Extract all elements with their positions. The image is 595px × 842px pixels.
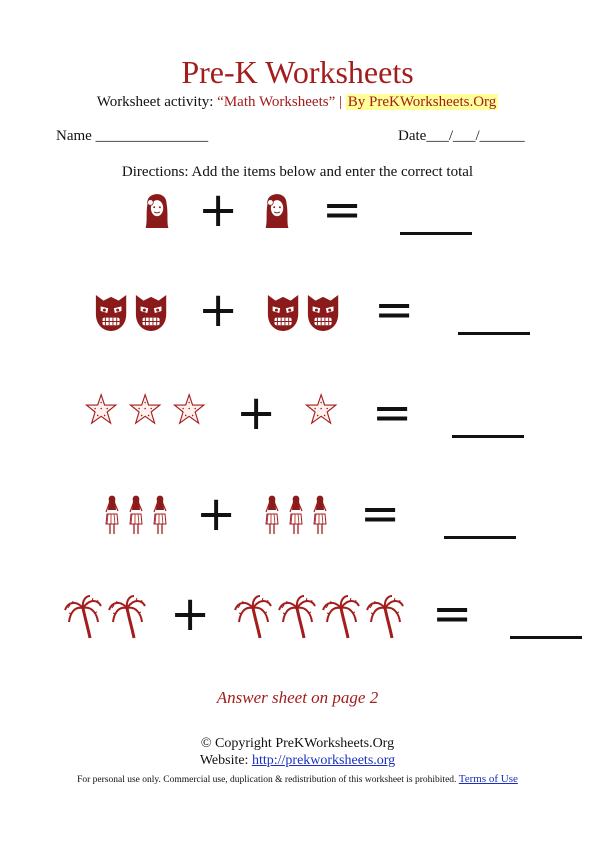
starfish-icon [304, 393, 340, 431]
terms-of-use-link[interactable]: Terms of Use [458, 773, 518, 785]
addition-problem [0, 586, 595, 664]
equals-sign: = [374, 282, 415, 338]
palm-tree-icon [234, 594, 272, 640]
answer-blank[interactable] [452, 435, 524, 438]
website-line [0, 753, 595, 769]
addition-problem [0, 182, 595, 260]
website-label: Website: [199, 753, 252, 768]
legal-text: For personal use only. Commercial use, duplication & redistribution of this worksheet is prohibited. [77, 775, 459, 785]
starfish-icon [172, 393, 208, 431]
starfish-icon [128, 393, 164, 431]
hula-dancer-icon [128, 494, 144, 536]
hula-dancer-icon [264, 494, 280, 536]
hula-dancer-icon [104, 494, 120, 536]
activity-prefix: Worksheet activity: [96, 94, 218, 110]
legal-notice [0, 773, 595, 785]
addition-problem [0, 486, 595, 564]
hula-girl-face-icon [140, 190, 176, 232]
worksheet-subtitle [0, 92, 595, 112]
hula-dancer-icon [288, 494, 304, 536]
addition-problem [0, 385, 595, 463]
date-field: Date___/___/______ [398, 128, 525, 144]
byline: By PreKWorksheets.Org [347, 94, 497, 110]
starfish-icon [84, 393, 120, 431]
plus-sign: + [198, 282, 239, 338]
equals-sign: = [432, 586, 473, 642]
equals-sign: = [322, 182, 363, 238]
tiki-mask-icon [306, 290, 342, 334]
palm-tree-icon [108, 594, 146, 640]
hula-dancer-icon [312, 494, 328, 536]
hula-girl-face-icon [260, 190, 296, 232]
website-link[interactable]: http://prekworksheets.org [251, 753, 396, 768]
palm-tree-icon [64, 594, 102, 640]
tiki-mask-icon [134, 290, 170, 334]
byline-separator: | [335, 94, 346, 110]
plus-sign: + [196, 486, 237, 542]
plus-sign: + [198, 182, 239, 238]
palm-tree-icon [322, 594, 360, 640]
tiki-mask-icon [94, 290, 130, 334]
copyright-text: © Copyright PreKWorksheets.Org [200, 736, 395, 751]
tiki-mask-icon [266, 290, 302, 334]
palm-tree-icon [278, 594, 316, 640]
worksheet-title: Pre-K Worksheets [181, 54, 414, 90]
addition-problem [0, 282, 595, 360]
hula-dancer-icon [152, 494, 168, 536]
equals-sign: = [360, 486, 401, 542]
answer-blank[interactable] [444, 536, 516, 539]
palm-tree-icon [366, 594, 404, 640]
equals-sign: = [372, 385, 413, 441]
directions-text: Directions: Add the items below and enter the correct total [121, 164, 474, 180]
activity-name: “Math Worksheets” [217, 94, 336, 110]
answer-blank[interactable] [400, 232, 472, 235]
answer-blank[interactable] [510, 636, 582, 639]
name-field: Name _______________ [56, 128, 209, 144]
plus-sign: + [236, 385, 277, 441]
answer-sheet-note: Answer sheet on page 2 [216, 688, 379, 707]
plus-sign: + [170, 586, 211, 642]
answer-blank[interactable] [458, 332, 530, 335]
